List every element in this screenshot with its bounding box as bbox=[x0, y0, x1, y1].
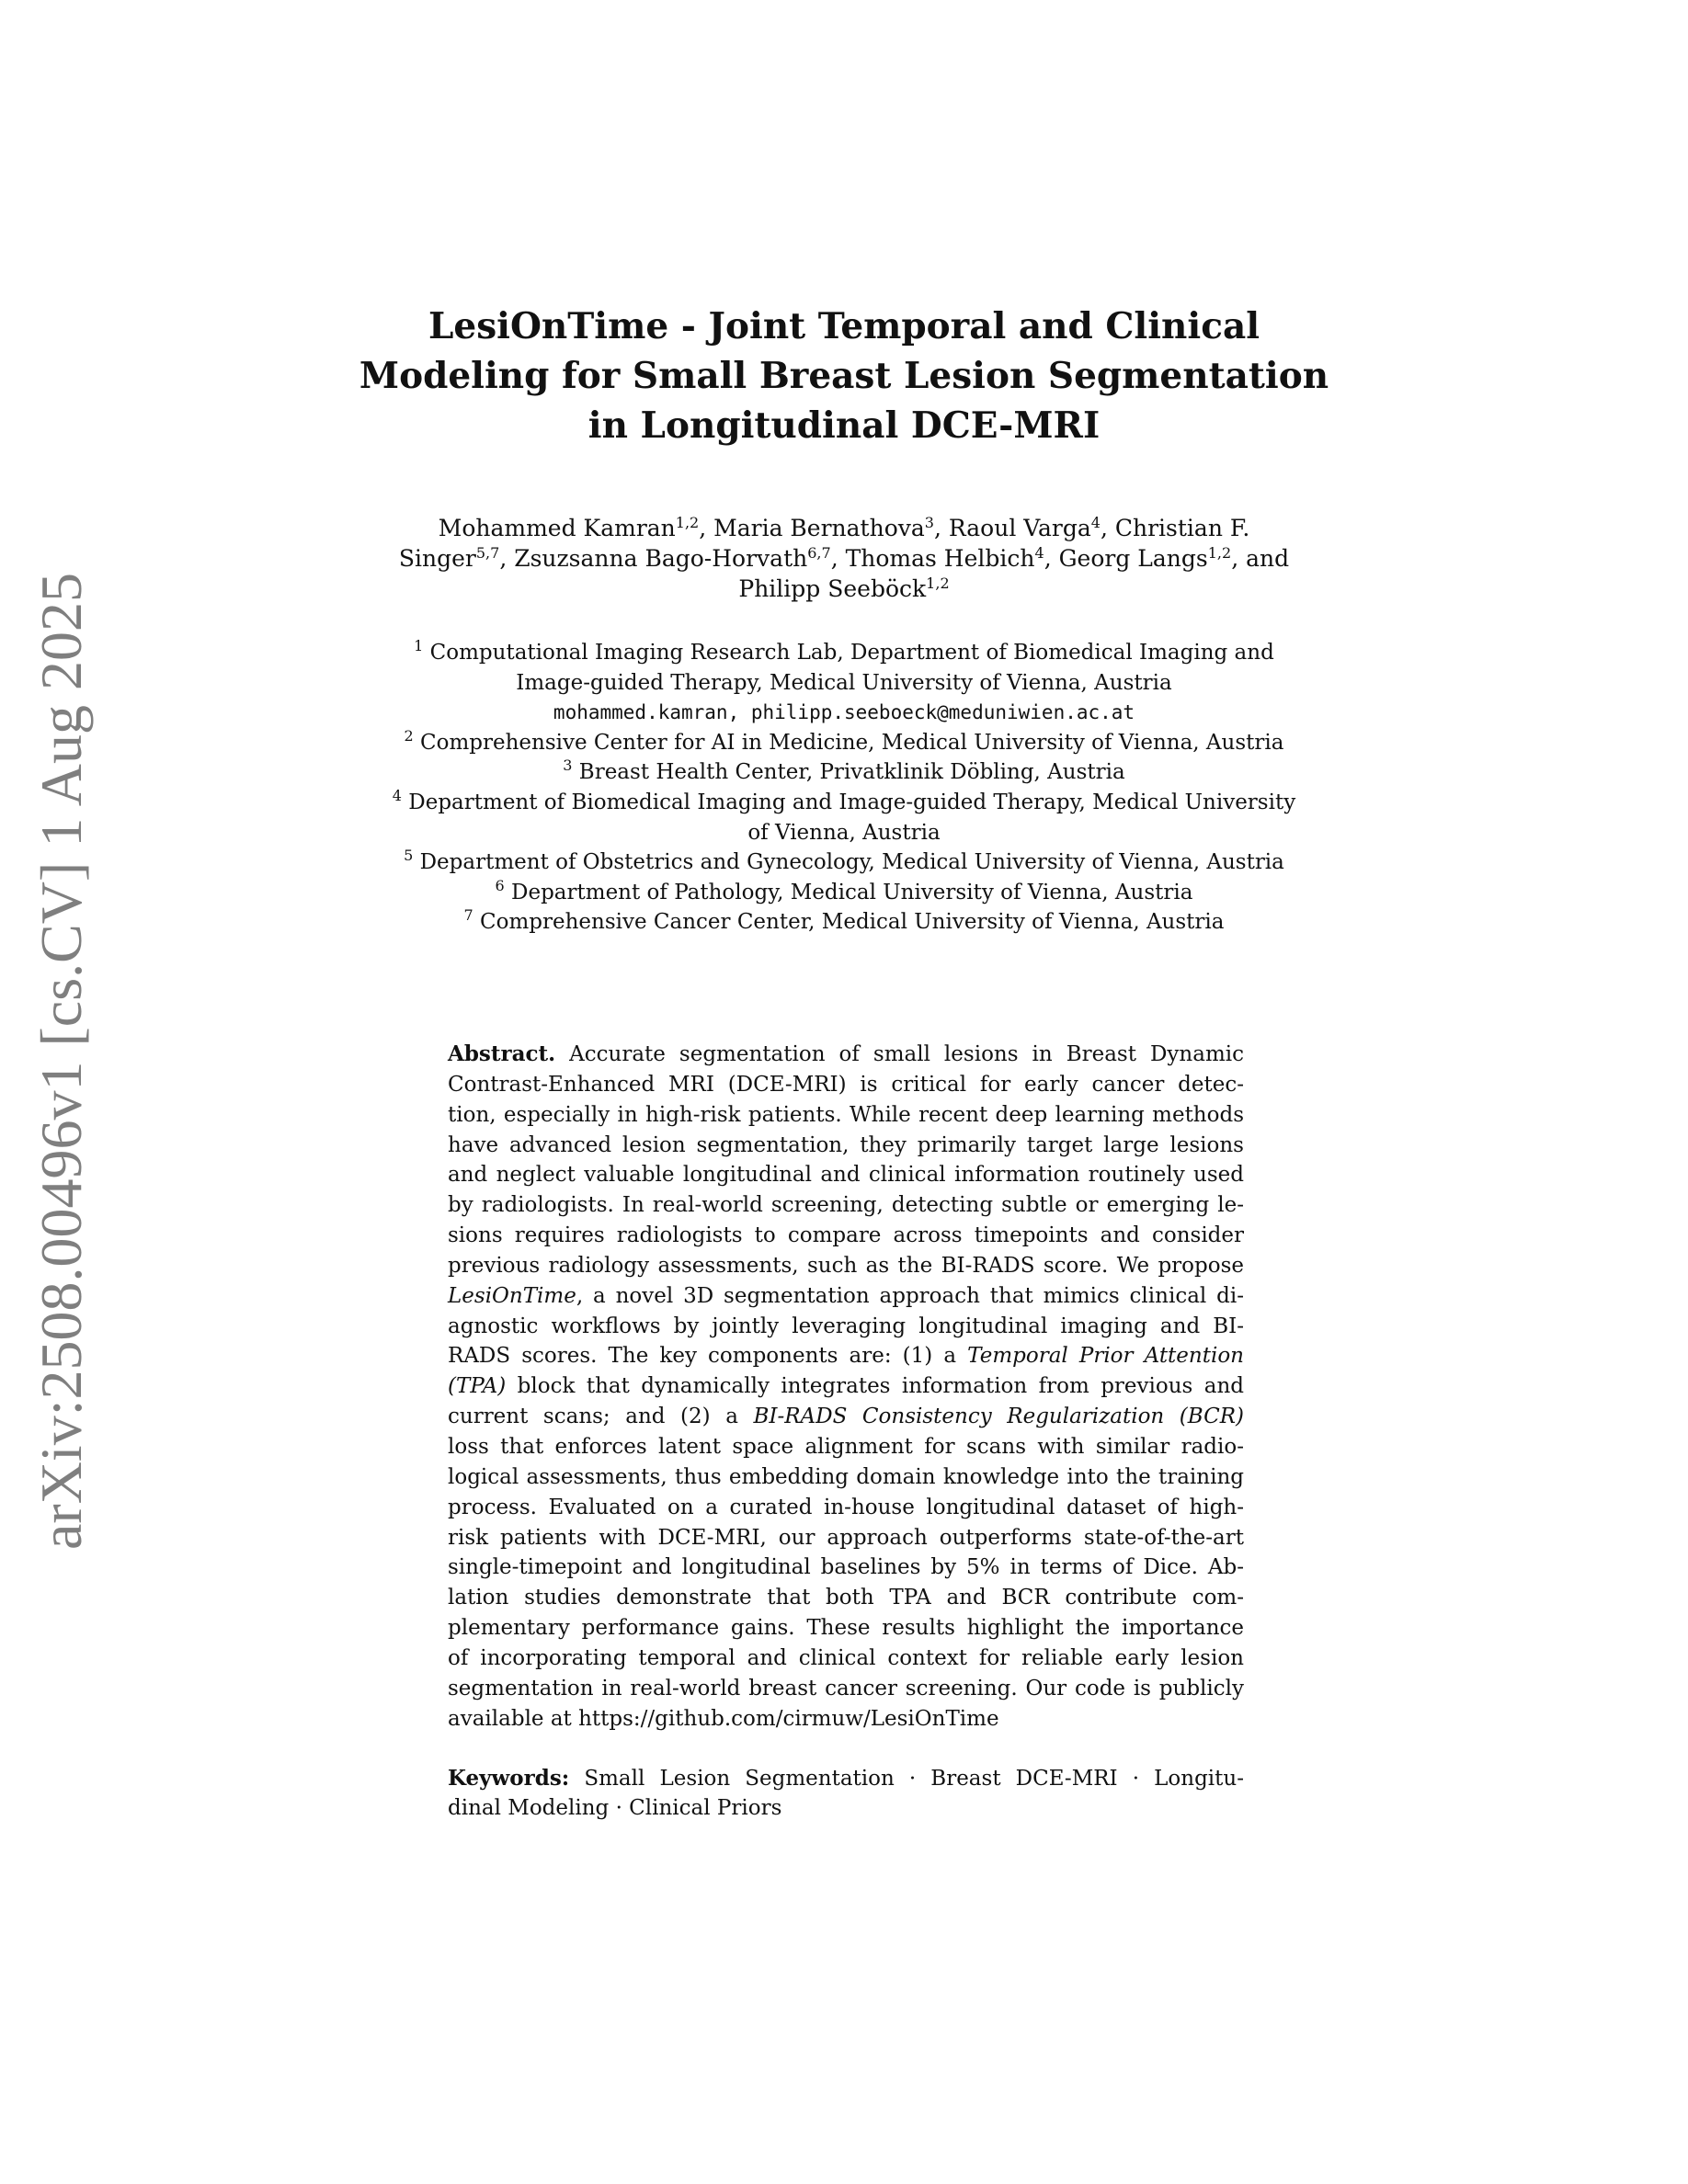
abstract-line bbox=[448, 1402, 1244, 1432]
affil-text: Department of Obstetrics and Gynecology, Medical University of Vienna, Austria bbox=[413, 850, 1284, 875]
affiliation-7 bbox=[359, 907, 1329, 938]
title-line: LesiOnTime - Joint Temporal and Clinical bbox=[428, 305, 1260, 347]
emphasis-term: (TPA) bbox=[448, 1374, 507, 1399]
author-name: , Christian F. bbox=[1100, 515, 1250, 541]
author-name: , Zsuzsanna Bago-Horvath bbox=[499, 545, 808, 572]
abstract-line: logical assessments, thus embedding domain knowledge into the training bbox=[448, 1464, 1244, 1489]
author-affil-marker: 4 bbox=[1090, 514, 1101, 532]
affiliation-4-cont: of Vienna, Austria bbox=[747, 820, 941, 845]
abstract-line: by radiologists. In real-world screening, detecting subtle or emerging le- bbox=[448, 1193, 1244, 1218]
affil-text: Department of Biomedical Imaging and Image-guided Therapy, Medical University bbox=[401, 790, 1296, 814]
emphasis-term: BI-RADS Consistency Regularization (BCR) bbox=[753, 1405, 1244, 1429]
abstract-line: process. Evaluated on a curated in-house longitudinal dataset of high- bbox=[448, 1495, 1244, 1519]
abstract-line: and neglect valuable longitudinal and clinical information routinely used bbox=[448, 1163, 1244, 1188]
author-line bbox=[331, 574, 1357, 604]
author-affil-marker: 5,7 bbox=[475, 544, 500, 563]
affiliation-list bbox=[359, 638, 1329, 938]
affil-marker: 4 bbox=[392, 787, 402, 805]
abstract-line: Contrast-Enhanced MRI (DCE-MRI) is critical for early cancer detec- bbox=[448, 1072, 1244, 1097]
abstract-heading: Abstract. bbox=[448, 1041, 556, 1066]
affil-marker: 2 bbox=[404, 726, 414, 745]
abstract-line: segmentation in real-world breast cancer screening. Our code is publicly bbox=[448, 1676, 1244, 1701]
affiliation-6 bbox=[359, 878, 1329, 908]
abstract-line: tion, especially in high-risk patients. While recent deep learning methods bbox=[448, 1102, 1244, 1127]
abstract-line: sions requires radiologists to compare across timepoints and consider bbox=[448, 1223, 1244, 1248]
abstract-line: available at https://github.com/cirmuw/LesiOnTime bbox=[448, 1706, 999, 1731]
abstract-line: lation studies demonstrate that both TPA and BCR contribute com- bbox=[448, 1586, 1244, 1610]
emphasis-term: Temporal Prior Attention bbox=[967, 1344, 1244, 1369]
abstract-text: , a novel 3D segmentation approach that mimics clinical di- bbox=[576, 1283, 1244, 1308]
keywords-line bbox=[448, 1763, 1244, 1793]
affiliation-4 bbox=[359, 788, 1329, 818]
keywords-line: dinal Modeling · Clinical Priors bbox=[448, 1796, 782, 1820]
abstract-line bbox=[448, 1341, 1244, 1371]
author-affil-marker: 1,2 bbox=[675, 514, 700, 532]
affil-text: Computational Imaging Research Lab, Department of Biomedical Imaging and bbox=[423, 641, 1274, 665]
method-name: LesiOnTime bbox=[448, 1283, 576, 1308]
keywords bbox=[448, 1763, 1244, 1824]
author-affil-marker: 4 bbox=[1034, 544, 1044, 563]
abstract-text: current scans; and (2) a bbox=[448, 1405, 754, 1429]
abstract-line bbox=[448, 1040, 1244, 1070]
abstract-text: block that dynamically integrates information from previous and bbox=[506, 1374, 1244, 1399]
author-list bbox=[331, 513, 1357, 604]
affil-marker: 3 bbox=[563, 756, 573, 775]
paper-title bbox=[276, 301, 1412, 450]
author-name: , Georg Langs bbox=[1044, 545, 1208, 572]
author-name: , Thomas Helbich bbox=[830, 545, 1035, 572]
affiliation-1 bbox=[359, 638, 1329, 668]
affil-marker: 1 bbox=[414, 637, 424, 655]
author-affil-marker: 6,7 bbox=[807, 544, 831, 563]
affil-text: Department of Pathology, Medical University of Vienna, Austria bbox=[504, 880, 1193, 904]
keywords-text: Small Lesion Segmentation · Breast DCE-MRI · Longitu- bbox=[569, 1767, 1244, 1791]
affil-marker: 5 bbox=[404, 847, 414, 865]
affiliation-3 bbox=[359, 757, 1329, 788]
abstract bbox=[448, 1040, 1244, 1734]
author-name: , Raoul Varga bbox=[933, 515, 1091, 541]
author-name: Philipp Seeböck bbox=[738, 575, 927, 602]
abstract-line: previous radiology assessments, such as the BI-RADS score. We propose bbox=[448, 1253, 1244, 1278]
title-line: Modeling for Small Breast Lesion Segmentation bbox=[359, 355, 1329, 397]
abstract-text: RADS scores. The key components are: (1) a bbox=[448, 1344, 968, 1369]
affil-text: Breast Health Center, Privatklinik Döbling, Austria bbox=[572, 760, 1125, 785]
affil-text: Comprehensive Cancer Center, Medical University of Vienna, Austria bbox=[473, 910, 1225, 935]
abstract-line: risk patients with DCE-MRI, our approach outperforms state-of-the-art bbox=[448, 1525, 1244, 1550]
author-name: , and bbox=[1231, 545, 1290, 572]
keywords-heading: Keywords: bbox=[448, 1766, 570, 1791]
title-line: in Longitudinal DCE-MRI bbox=[587, 404, 1101, 447]
affiliation-2 bbox=[359, 728, 1329, 758]
abstract-line: single-timepoint and longitudinal baselines by 5% in terms of Dice. Ab- bbox=[448, 1555, 1244, 1580]
abstract-text: Accurate segmentation of small lesions in Breast Dynamic bbox=[555, 1042, 1244, 1066]
abstract-line bbox=[448, 1371, 1244, 1402]
affil-marker: 6 bbox=[495, 876, 505, 894]
author-line bbox=[331, 543, 1357, 574]
affiliation-1-cont: Image-guided Therapy, Medical University of Vienna, Austria bbox=[516, 670, 1172, 695]
abstract-line: of incorporating temporal and clinical context for reliable early lesion bbox=[448, 1645, 1244, 1670]
author-affil-marker: 1,2 bbox=[1207, 544, 1232, 563]
abstract-line: agnostic workflows by jointly leveraging longitudinal imaging and BI- bbox=[448, 1314, 1244, 1338]
abstract-line: have advanced lesion segmentation, they primarily target large lesions bbox=[448, 1132, 1244, 1157]
abstract-line: plementary performance gains. These results highlight the importance bbox=[448, 1616, 1244, 1641]
author-affil-marker: 1,2 bbox=[926, 574, 950, 593]
author-email: mohammed.kamran, philipp.seeboeck@meduniwien.ac.at bbox=[553, 701, 1135, 724]
arxiv-identifier-stamp: arXiv:2508.00496v1 [cs.CV] 1 Aug 2025 bbox=[29, 572, 94, 1550]
affil-text: Comprehensive Center for AI in Medicine, Medical University of Vienna, Austria bbox=[413, 730, 1284, 755]
affil-marker: 7 bbox=[463, 906, 473, 925]
affiliation-5 bbox=[359, 847, 1329, 878]
author-line bbox=[331, 513, 1357, 543]
abstract-line bbox=[448, 1281, 1244, 1312]
author-name: Mohammed Kamran bbox=[438, 515, 676, 541]
author-name: , Maria Bernathova bbox=[699, 515, 925, 541]
abstract-line: loss that enforces latent space alignment for scans with similar radio- bbox=[448, 1434, 1244, 1459]
author-affil-marker: 3 bbox=[924, 514, 934, 532]
author-name: Singer bbox=[398, 545, 476, 572]
